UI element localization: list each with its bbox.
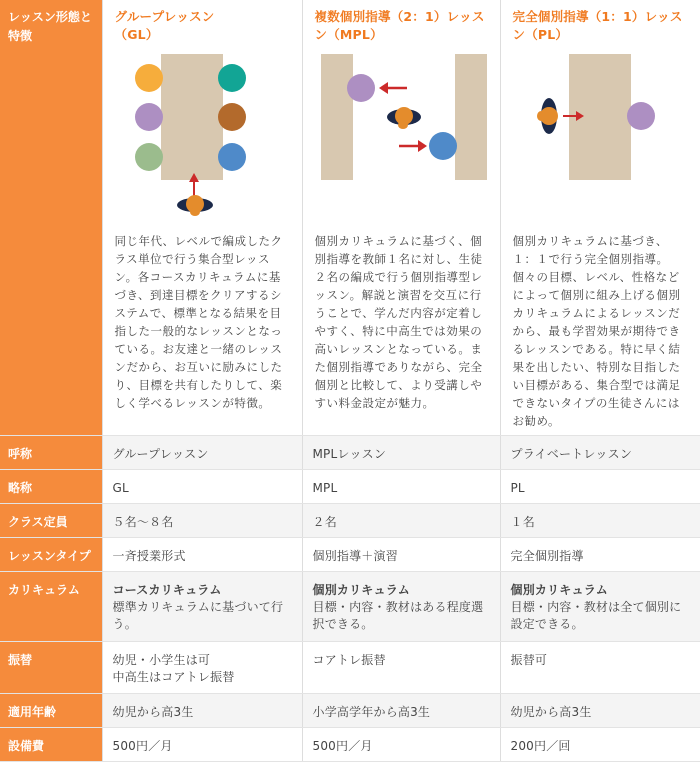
student-brown xyxy=(218,103,246,131)
table-cell: PL xyxy=(500,469,700,503)
student-purple xyxy=(135,103,163,131)
row-label: レッスンタイプ xyxy=(0,537,102,571)
column-description-pl: 個別カリキュラムに基づき、１：１で行う完全個別指導。個々の目標、レベル、性格などによって個別に組み上げる個別カリキュラムによるレッスンだから、最も学習効果が期待できるレッスンである。特に早く結果を出したい、特別な目指したい目標がある、集合型では満足できないタイプの生徒さんにはお勧め。 xyxy=(512,234,681,428)
table-row xyxy=(0,435,700,469)
curriculum-text: 目標・内容・教材は全て個別に設定できる。 xyxy=(510,599,682,631)
table-row xyxy=(0,537,700,571)
teacher-icon xyxy=(177,195,213,216)
mpl-diagram xyxy=(315,54,491,224)
desk-shape xyxy=(161,54,223,180)
transfer-line: 振替可 xyxy=(510,652,548,667)
table-cell xyxy=(302,641,500,693)
transfer-line: 幼児・小学生は可 xyxy=(112,652,211,667)
transfer-line: コアトレ振替 xyxy=(312,652,386,667)
table-cell: ５名〜８名 xyxy=(102,503,302,537)
curriculum-name: コースカリキュラム xyxy=(112,582,222,597)
column-title-gl: グループレッスン（GL） xyxy=(114,9,215,42)
column-title-mpl: 複数個別指導（2：1）レッスン（MPL） xyxy=(314,9,485,42)
column-mpl xyxy=(302,0,500,435)
table-cell: 完全個別指導 xyxy=(500,537,700,571)
table-row xyxy=(0,571,700,641)
table-cell xyxy=(102,571,302,641)
table-cell: 一斉授業形式 xyxy=(102,537,302,571)
row-label: 略称 xyxy=(0,469,102,503)
table-cell: 幼児から高3生 xyxy=(500,693,700,727)
table-cell: 幼児から高3生 xyxy=(102,693,302,727)
student-purple xyxy=(347,74,375,102)
row-label-lesson-type: レッスン形態と特徴 xyxy=(0,0,102,435)
table-cell: 500円／月 xyxy=(302,727,500,761)
row-label: カリキュラム xyxy=(0,571,102,641)
table-row xyxy=(0,727,700,761)
column-gl xyxy=(102,0,302,435)
table-cell: プライベートレッスン xyxy=(500,435,700,469)
row-label: 振替 xyxy=(0,641,102,693)
table-cell xyxy=(500,641,700,693)
student-purple xyxy=(627,102,655,130)
table-cell: GL xyxy=(102,469,302,503)
gl-diagram xyxy=(115,54,291,224)
table-cell: 200円／回 xyxy=(500,727,700,761)
arrow-left-head xyxy=(379,82,388,94)
student-green xyxy=(135,143,163,171)
table-cell: 個別指導＋演習 xyxy=(302,537,500,571)
curriculum-name: 個別カリキュラム xyxy=(312,582,410,597)
transfer-line: 中高生はコアトレ振替 xyxy=(112,669,235,684)
table-cell: ２名 xyxy=(302,503,500,537)
student-blue xyxy=(218,143,246,171)
table-cell xyxy=(102,641,302,693)
row-label: クラス定員 xyxy=(0,503,102,537)
teacher-icon xyxy=(537,98,558,134)
pl-diagram xyxy=(513,54,689,224)
row-label: 呼称 xyxy=(0,435,102,469)
table-cell: 小学高学年から高3生 xyxy=(302,693,500,727)
teacher-icon xyxy=(387,107,421,129)
table-cell: １名 xyxy=(500,503,700,537)
row-label: 適用年齢 xyxy=(0,693,102,727)
student-blue xyxy=(429,132,457,160)
desk-right xyxy=(455,54,487,180)
table-row xyxy=(0,503,700,537)
table-cell xyxy=(302,571,500,641)
table-cell: グループレッスン xyxy=(102,435,302,469)
student-teal xyxy=(218,64,246,92)
curriculum-text: 標準カリキュラムに基づいて行う。 xyxy=(112,599,284,631)
curriculum-name: 個別カリキュラム xyxy=(510,582,608,597)
column-description-gl: 同じ年代、レベルで編成したクラス単位で行う集合型レッスン。各コースカリキュラムに基づき、到達目標をクリアするシステムで、標準となる結果を目指した一般的なレッスンとなっている。お友達と一緒のレッスンだから、お互いに励みにしたり、目標を共有したりして、楽しく学べるレッスンが特徴。 xyxy=(114,234,283,410)
table-row xyxy=(0,469,700,503)
curriculum-text: 目標・内容・教材はある程度選択できる。 xyxy=(312,599,484,631)
column-description-mpl: 個別カリキュラムに基づく、個別指導を教師１名に対し、生徒２名の編成で行う個別指導型レッスン。解説と演習を交互に行うことで、学んだ内容が定着しやすく、特に中高生では効果の高いレッスンとなっている。また個別指導でありながら、完全個別と比較して、より受講しやすい料金設定が魅力。 xyxy=(314,234,483,410)
table-cell: 500円／月 xyxy=(102,727,302,761)
student-orange xyxy=(135,64,163,92)
table-row xyxy=(0,641,700,693)
arrow-right-head xyxy=(418,140,427,152)
table-cell xyxy=(500,571,700,641)
table-cell: MPL xyxy=(302,469,500,503)
row-label: 設備費 xyxy=(0,727,102,761)
column-title-pl: 完全個別指導（1：1）レッスン（PL） xyxy=(512,9,683,42)
table-row xyxy=(0,693,700,727)
desk-left xyxy=(321,54,353,180)
table-cell: MPLレッスン xyxy=(302,435,500,469)
column-pl xyxy=(500,0,700,435)
